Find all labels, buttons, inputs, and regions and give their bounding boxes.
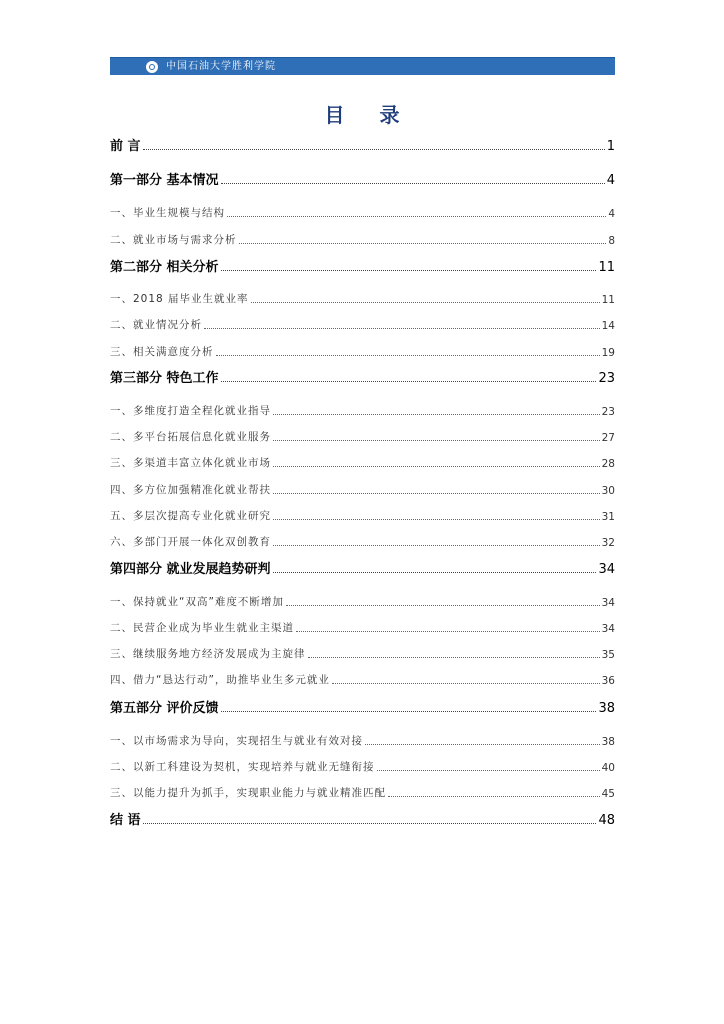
toc-leader xyxy=(204,327,600,329)
toc-entry-page: 31 xyxy=(601,511,615,523)
toc-leader xyxy=(332,682,600,684)
toc-entry-label: 第五部分 评价反馈 xyxy=(110,701,219,716)
toc-entry-label: 一、以市场需求为导向，实现招生与就业有效对接 xyxy=(110,735,363,747)
toc-leader xyxy=(227,215,606,217)
toc-entry-part3[interactable] xyxy=(110,366,615,386)
toc-entry-label: 六、多部门开展一体化双创教育 xyxy=(110,536,271,548)
toc-entry[interactable] xyxy=(110,589,615,609)
toc-entry[interactable] xyxy=(110,200,615,220)
toc-entry-label: 三、相关满意度分析 xyxy=(110,346,214,358)
toc-entry[interactable] xyxy=(110,312,615,332)
toc-entry-label: 一、2018 届毕业生就业率 xyxy=(110,293,249,305)
toc-entry[interactable] xyxy=(110,424,615,444)
toc-entry-label: 一、多维度打造全程化就业指导 xyxy=(110,405,271,417)
toc-entry-page: 27 xyxy=(601,432,615,444)
toc-entry-label: 二、多平台拓展信息化就业服务 xyxy=(110,431,271,443)
toc-entry-label: 二、以新工科建设为契机，实现培养与就业无缝衔接 xyxy=(110,761,375,773)
school-name: 中国石油大学胜利学院 xyxy=(166,61,276,72)
toc-entry-label: 一、毕业生规模与结构 xyxy=(110,207,225,219)
toc-entry-page: 34 xyxy=(601,597,615,609)
toc-entry-page: 23 xyxy=(598,371,615,386)
toc-entry[interactable] xyxy=(110,286,615,306)
toc-entry-page: 4 xyxy=(608,208,615,220)
toc-entry[interactable] xyxy=(110,339,615,359)
toc-entry-part2[interactable] xyxy=(110,255,615,275)
toc-leader xyxy=(251,301,600,303)
toc-leader xyxy=(273,571,597,573)
toc-entry-page: 48 xyxy=(598,813,615,828)
toc-entry-page: 36 xyxy=(601,675,615,687)
toc-leader xyxy=(221,269,597,271)
toc-leader xyxy=(143,148,605,150)
toc-entry-label: 第二部分 相关分析 xyxy=(110,260,219,275)
school-logo-icon xyxy=(146,61,158,73)
toc-entry-page: 11 xyxy=(598,260,615,275)
toc-entry-label: 四、多方位加强精准化就业帮扶 xyxy=(110,484,271,496)
toc-leader xyxy=(377,769,600,771)
toc-entry[interactable] xyxy=(110,754,615,774)
page-title: 目 录 xyxy=(324,103,414,127)
toc-entry-label: 第一部分 基本情况 xyxy=(110,173,219,188)
toc-entry-page: 38 xyxy=(598,701,615,716)
toc-entry-label: 五、多层次提高专业化就业研究 xyxy=(110,510,271,522)
toc-entry-label: 四、借力“恳达行动”，助推毕业生多元就业 xyxy=(110,674,330,686)
toc-leader xyxy=(296,630,600,632)
toc-entry-part5[interactable] xyxy=(110,696,615,716)
toc-leader xyxy=(216,354,600,356)
toc-entry[interactable] xyxy=(110,728,615,748)
toc-entry-label: 三、继续服务地方经济发展成为主旋律 xyxy=(110,648,306,660)
toc-entry-part1[interactable] xyxy=(110,168,615,188)
toc-leader xyxy=(286,604,600,606)
toc-entry-page: 4 xyxy=(606,173,615,188)
toc-entry-preface[interactable] xyxy=(110,134,615,154)
toc-entry-page: 34 xyxy=(598,562,615,577)
toc-leader xyxy=(365,743,600,745)
header-bar xyxy=(110,57,615,75)
toc-leader xyxy=(273,413,600,415)
toc-entry-page: 28 xyxy=(601,458,615,470)
toc-entry[interactable] xyxy=(110,477,615,497)
toc-leader xyxy=(273,439,600,441)
toc-entry[interactable] xyxy=(110,450,615,470)
toc-entry-page: 45 xyxy=(601,788,615,800)
toc-entry-page: 40 xyxy=(601,762,615,774)
toc-leader xyxy=(273,465,600,467)
toc-entry-page: 30 xyxy=(601,485,615,497)
toc-entry-page: 35 xyxy=(601,649,615,661)
toc-entry-label: 二、就业情况分析 xyxy=(110,319,202,331)
toc-entry-page: 34 xyxy=(601,623,615,635)
toc-entry-page: 14 xyxy=(601,320,615,332)
toc-leader xyxy=(273,518,600,520)
toc-entry-label: 一、保持就业“双高”难度不断增加 xyxy=(110,596,284,608)
toc-entry-label: 二、就业市场与需求分析 xyxy=(110,234,237,246)
toc-entry-label: 前 言 xyxy=(110,139,141,154)
toc-leader xyxy=(221,380,597,382)
toc-leader xyxy=(273,544,600,546)
toc-entry-label: 第四部分 就业发展趋势研判 xyxy=(110,562,271,577)
toc-entry[interactable] xyxy=(110,529,615,549)
toc-entry[interactable] xyxy=(110,503,615,523)
toc-entry[interactable] xyxy=(110,615,615,635)
toc-leader xyxy=(388,795,600,797)
toc-leader xyxy=(239,242,607,244)
toc-entry-page: 38 xyxy=(601,736,615,748)
toc-entry-page: 32 xyxy=(601,537,615,549)
toc-entry-label: 三、多渠道丰富立体化就业市场 xyxy=(110,457,271,469)
toc-entry-part4[interactable] xyxy=(110,557,615,577)
toc-entry-label: 二、民营企业成为毕业生就业主渠道 xyxy=(110,622,294,634)
toc-entry-page: 1 xyxy=(606,139,615,154)
toc-leader xyxy=(221,182,605,184)
toc-entry-conclusion[interactable] xyxy=(110,808,615,828)
toc-entry[interactable] xyxy=(110,641,615,661)
toc-leader xyxy=(308,656,600,658)
toc-entry-label: 第三部分 特色工作 xyxy=(110,371,219,386)
toc-entry-page: 11 xyxy=(601,294,615,306)
toc-entry[interactable] xyxy=(110,667,615,687)
toc-entry-page: 19 xyxy=(601,347,615,359)
toc-entry-label: 结 语 xyxy=(110,813,141,828)
toc-entry-page: 8 xyxy=(608,235,615,247)
toc-entry-page: 23 xyxy=(601,406,615,418)
toc-entry[interactable] xyxy=(110,227,615,247)
toc-entry-label: 三、以能力提升为抓手，实现职业能力与就业精准匹配 xyxy=(110,787,386,799)
toc-entry[interactable] xyxy=(110,398,615,418)
toc-leader xyxy=(143,822,597,824)
toc-leader xyxy=(221,710,597,712)
toc-leader xyxy=(273,492,600,494)
toc-entry[interactable] xyxy=(110,780,615,800)
